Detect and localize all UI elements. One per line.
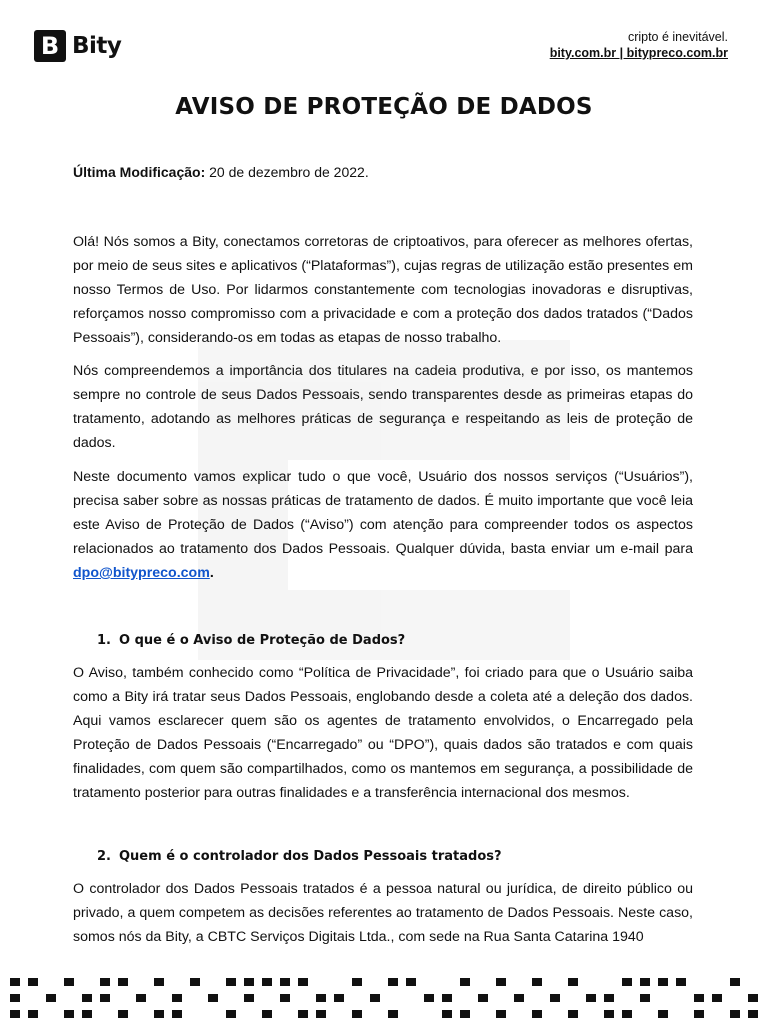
- section-2-paragraph: O controlador dos Dados Pessoais tratados é a pessoa natural ou jurídica, de direito público ou privado, a quem competem as decisões referentes ao tratamento de Dados Pessoais. Neste caso, somos nós da Bity, a CBTC Serviços Digitais Ltda., com sede na Rua Santa Catarina 1940: [73, 881, 693, 945]
- last-modified-label: Última Modificação:: [73, 164, 206, 180]
- section-1-heading: [97, 633, 405, 648]
- header-tagline-block: [550, 29, 728, 61]
- dpo-email-link[interactable]: dpo@bitypreco.com: [73, 565, 210, 581]
- header-sites: bity.com.br | bitypreco.com.br: [549, 46, 728, 60]
- logo-mark-icon: B: [34, 30, 66, 62]
- section-2-number: 2.: [97, 849, 111, 864]
- section-1-number: 1.: [97, 633, 111, 648]
- logo-brand-name: Bity: [72, 33, 122, 59]
- last-modified: [73, 164, 369, 180]
- section-1-paragraph: O Aviso, também conhecido como “Política de Privacidade”, foi criado para que o Usuário saiba como a Bity irá tratar seus Dados Pessoais, englobando desde a coleta até a deleção dos dados. Aqui vamos esclarecer quem são os agentes de tratamento envolvidos, o Encarregado pela Proteção de Dados Pessoais (“Encarregado” ou “DPO”), quais dados são tratados e com quais finalidades, com quem são compartilhados, como os mantemos em segurança, a possibilidade de tratamento posterior para outras finalidades e a transferência internacional dos mesmos.: [73, 665, 693, 801]
- email-period: .: [209, 565, 214, 581]
- intro-paragraph-1: Olá! Nós somos a Bity, conectamos corretoras de criptoativos, para oferecer as melhores ofertas, por meio de seus sites e aplicativos (“Plataformas”), cujas regras de utilização estão presentes em nosso Termos de Uso. Por lidarmos constantemente com tecnologias inovadoras e disruptivas, reforçamos nosso compromisso com a privacidade e com a proteção dos dados tratados (“Dados Pessoais”), considerando-os em todas as etapas de nosso trabalho.: [73, 234, 693, 346]
- header-tagline: cripto é inevitável.: [627, 30, 728, 44]
- footer-dotted-pattern: [8, 972, 760, 1024]
- bity-logo: [34, 30, 121, 62]
- last-modified-date: 20 de dezembro de 2022.: [209, 164, 369, 180]
- intro-paragraph-3-text: Neste documento vamos explicar tudo o que você, Usuário dos nossos serviços (“Usuários”), precisa saber sobre as nossas práticas de tratamento de dados. É muito importante que você leia este Aviso de Proteção de Dados (“Aviso”) com atenção para compreender todos os aspectos relacionados ao tratamento dos Dados Pessoais. Qualquer dúvida, basta enviar um e-mail para: [73, 469, 693, 557]
- intro-paragraph-3: [73, 465, 693, 585]
- document-title: AVISO DE PROTEÇÃO DE DADOS: [175, 94, 593, 120]
- section-1-title: O que é o Aviso de Proteção de Dados?: [119, 633, 406, 648]
- intro-paragraph-2: Nós compreendemos a importância dos titulares na cadeia produtiva, e por isso, os mantemos sempre no controle de seus Dados Pessoais, sendo transparentes desde as primeiras etapas do tratamento, adotando as melhores práticas de segurança e respeitando as leis de proteção de dados.: [73, 363, 693, 451]
- section-2-heading: [97, 849, 502, 864]
- section-2-title: Quem é o controlador dos Dados Pessoais tratados?: [119, 849, 502, 864]
